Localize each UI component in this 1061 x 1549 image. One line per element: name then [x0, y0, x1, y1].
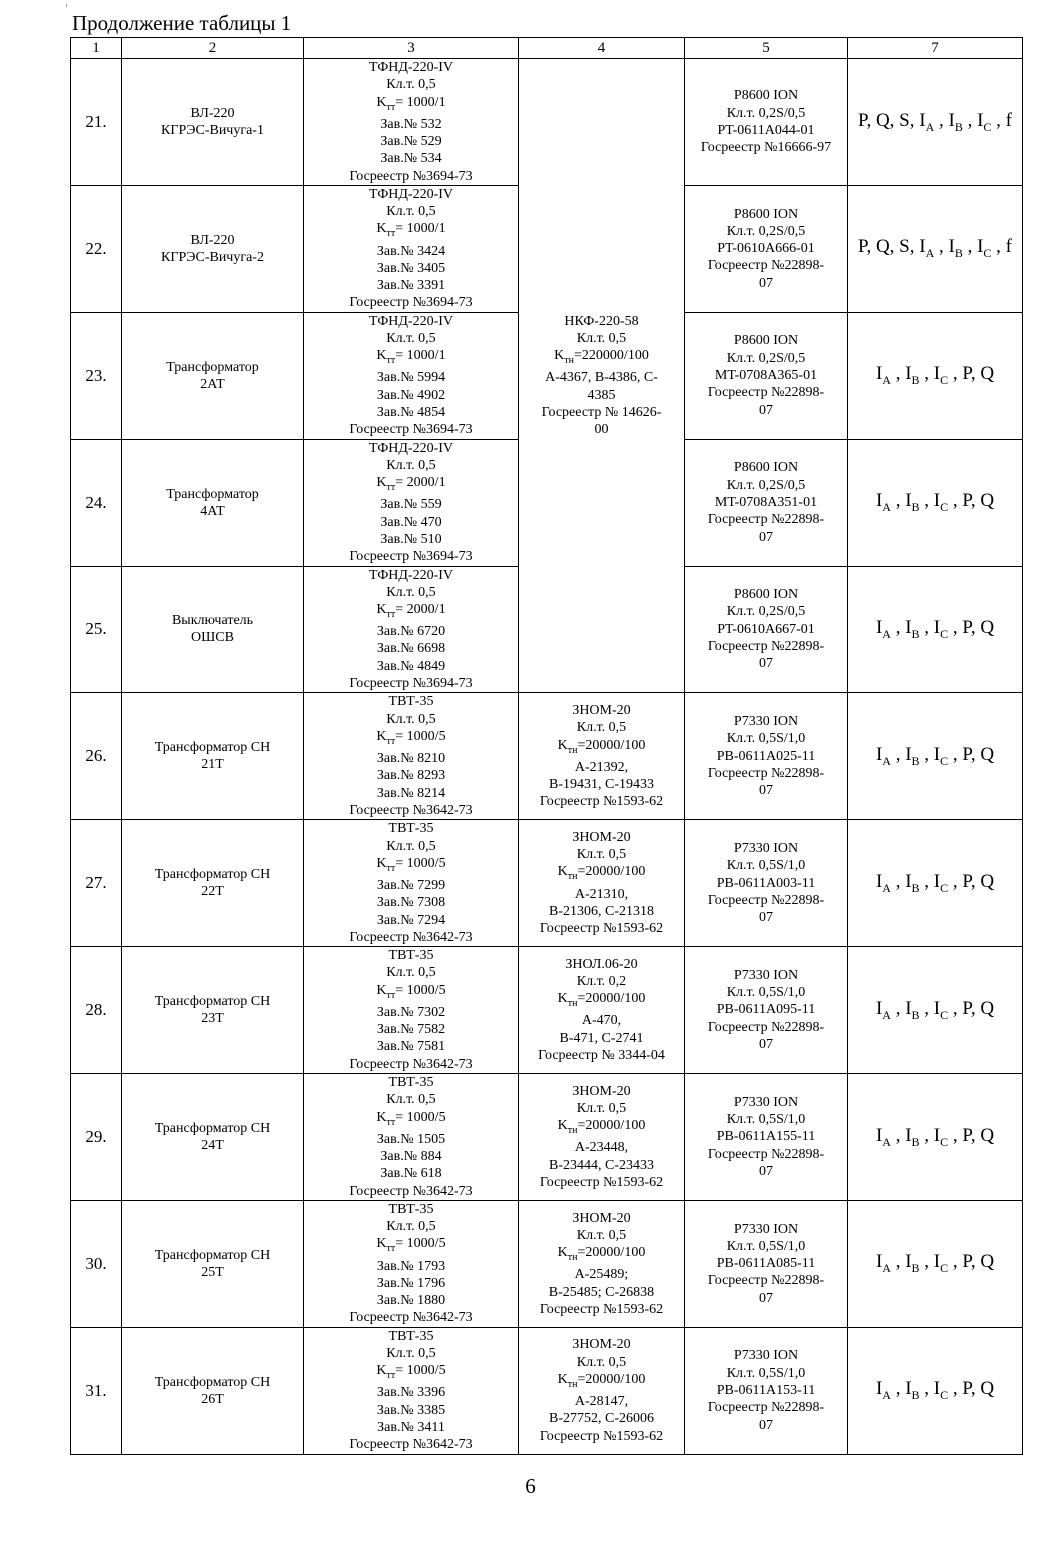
cell-line: Р7330 ION: [733, 1221, 799, 1237]
cell-line: Госреестр №1593-62: [539, 1301, 664, 1317]
header-cell: 3: [304, 38, 519, 59]
cell-line: Р8600 ION: [733, 206, 799, 222]
meter-cell: [685, 59, 848, 186]
measured-values-text: $I_A$ , $I_B$ , $I_C$ , P, Q: [875, 1124, 995, 1149]
row-number-cell: 29.: [71, 1074, 122, 1201]
measured-values-text: $I_A$ , $I_B$ , $I_C$ , P, Q: [875, 490, 995, 514]
header-cell: 7: [848, 38, 1023, 59]
cell-line: Р7330 ION: [733, 967, 799, 983]
cell-line: PT-0610A666-01: [717, 241, 815, 257]
cell-line: 21Т: [201, 757, 224, 773]
cell-line: Госреестр №22898-: [707, 1273, 825, 1289]
cell-line: Кл.т. 0,5: [386, 77, 436, 93]
object-name-cell: [122, 1074, 304, 1201]
object-name-cell: [122, 947, 304, 1074]
table-row: [71, 693, 1023, 820]
header-cell: 4: [519, 38, 685, 59]
cell-line: 07: [759, 275, 773, 291]
cell-line: 07: [759, 529, 773, 545]
measured-values-cell: [848, 1327, 1023, 1454]
row-number-cell: 24.: [71, 439, 122, 566]
cell-line: Трансформатор: [166, 359, 259, 375]
cell-line: Трансформатор СН: [154, 867, 271, 883]
cell-line: ТФНД-220-IV: [368, 186, 454, 202]
meter-cell: [685, 312, 848, 439]
cell-line: Кл.т. 0,2: [576, 974, 627, 990]
measured-values-cell: [848, 566, 1023, 693]
table-header-row: [71, 38, 1023, 59]
meter-cell: [685, 185, 848, 312]
cell-line: Кл.т. 0,5: [576, 720, 627, 736]
row-number-cell: 31.: [71, 1327, 122, 1454]
cell-line: Госреестр №3694-73: [349, 422, 473, 438]
cell-line: Выключатель: [171, 613, 254, 629]
cell-line: $K_{тт}= 1000/1$: [376, 221, 446, 240]
cell-line: $K_{тт}= 1000/1$: [376, 94, 446, 113]
measured-values-cell: [848, 312, 1023, 439]
cell-line: Кл.т. 0,5: [386, 1092, 436, 1108]
cell-line: PB-0611A025-11: [716, 748, 816, 764]
cell-line: Госреестр №22898-: [707, 639, 825, 655]
meter-cell: [685, 439, 848, 566]
cell-line: Кл.т. 0,5: [386, 1219, 436, 1235]
cell-line: 22Т: [201, 884, 224, 900]
current-transformer-cell: [304, 1074, 519, 1201]
cell-line: Зав.№ 7308: [376, 895, 446, 911]
cell-line: Зав.№ 8214: [376, 785, 446, 801]
cell-line: PT-0611A044-01: [717, 122, 815, 138]
meter-cell: [685, 820, 848, 947]
cell-line: Кл.т. 0,5S/1,0: [726, 985, 806, 1001]
cell-line: Р7330 ION: [733, 1348, 799, 1364]
cell-line: Госреестр №3694-73: [349, 295, 473, 311]
row-number-cell: 26.: [71, 693, 122, 820]
cell-line: ТВТ-35: [388, 694, 434, 710]
cell-line: MT-0708A365-01: [714, 368, 818, 384]
cell-line: Зав.№ 534: [380, 151, 442, 167]
cell-line: B-471, C-2741: [559, 1030, 644, 1046]
cell-line: PB-0611A153-11: [716, 1383, 816, 1399]
cell-line: ТВТ-35: [388, 821, 434, 837]
cell-line: Зав.№ 3411: [377, 1420, 445, 1436]
cell-line: Зав.№ 1880: [376, 1293, 446, 1309]
measured-values-text: $I_A$ , $I_B$ , $I_C$ , P, Q: [875, 617, 995, 641]
object-name-cell: [122, 439, 304, 566]
measured-values-cell: [848, 439, 1023, 566]
cell-line: B-21306, C-21318: [549, 903, 654, 919]
cell-line: $K_{тн}=20000/100$: [557, 737, 646, 756]
cell-line: ТФНД-220-IV: [368, 567, 454, 583]
header-cell: 5: [685, 38, 848, 59]
cell-line: A-470,: [581, 1013, 622, 1029]
cell-line: PB-0611A155-11: [716, 1129, 816, 1145]
cell-line: Зав.№ 8293: [376, 768, 446, 784]
cell-line: Кл.т. 0,5: [386, 965, 436, 981]
cell-line: Зав.№ 510: [380, 531, 442, 547]
cell-line: ЗНОМ-20: [572, 703, 631, 719]
header-cell: 2: [122, 38, 304, 59]
cell-line: Трансформатор СН: [154, 1120, 271, 1136]
cell-line: Зав.№ 470: [380, 514, 442, 530]
meter-cell: [685, 693, 848, 820]
cell-line: 07: [759, 1417, 773, 1433]
cell-line: ТФНД-220-IV: [368, 440, 454, 456]
cell-line: Кл.т. 0,5S/1,0: [726, 731, 806, 747]
cell-line: Госреестр №3694-73: [349, 549, 473, 565]
measured-values-cell: [848, 820, 1023, 947]
cell-line: Госреестр №3694-73: [349, 168, 473, 184]
cell-line: A-21310,: [574, 886, 629, 902]
cell-line: ТФНД-220-IV: [368, 313, 454, 329]
row-number-cell: 25.: [71, 566, 122, 693]
measured-values-cell: [848, 59, 1023, 186]
cell-line: $K_{тт}= 1000/5$: [376, 1109, 446, 1128]
cell-line: Госреестр №22898-: [707, 1400, 825, 1416]
cell-line: Зав.№ 7299: [376, 877, 446, 893]
row-number-cell: 30.: [71, 1200, 122, 1327]
cell-line: Госреестр №3642-73: [349, 1437, 473, 1453]
measured-values-cell: [848, 185, 1023, 312]
cell-line: Р8600 ION: [733, 587, 799, 603]
cell-line: Зав.№ 6720: [376, 624, 446, 640]
cell-line: КГРЭС-Вичуга-2: [161, 249, 264, 265]
cell-line: Госреестр № 3344-04: [538, 1048, 665, 1064]
cell-line: Кл.т. 0,2S/0,5: [726, 105, 806, 121]
cell-line: Кл.т. 0,5: [386, 457, 436, 473]
voltage-transformer-cell: [519, 820, 685, 947]
cell-line: Трансформатор: [166, 486, 259, 502]
current-transformer-cell: [304, 693, 519, 820]
cell-line: 07: [759, 656, 773, 672]
cell-line: Р8600 ION: [733, 333, 799, 349]
cell-line: Кл.т. 0,5: [386, 584, 436, 600]
cell-line: $K_{тт}= 1000/5$: [376, 1363, 446, 1382]
cell-line: Зав.№ 532: [380, 116, 442, 132]
measured-values-cell: [848, 693, 1023, 820]
cell-line: Зав.№ 4902: [376, 387, 446, 403]
cell-line: B-27752, C-26006: [549, 1411, 654, 1427]
meter-cell: [685, 947, 848, 1074]
cell-line: 26Т: [201, 1391, 224, 1407]
cell-line: Кл.т. 0,5S/1,0: [726, 1365, 806, 1381]
cell-line: Госреестр №1593-62: [539, 921, 664, 937]
row-number-cell: 27.: [71, 820, 122, 947]
cell-line: Зав.№ 3405: [376, 260, 446, 276]
cell-line: Кл.т. 0,5: [386, 1346, 436, 1362]
cell-line: 2АТ: [200, 376, 225, 392]
measured-values-text: $I_A$ , $I_B$ , $I_C$ , P, Q: [875, 743, 995, 768]
voltage-transformer-cell: [519, 1074, 685, 1201]
cell-line: 4385: [587, 387, 616, 403]
current-transformer-cell: [304, 1200, 519, 1327]
cell-line: A-25489;: [574, 1267, 629, 1283]
cell-line: Кл.т. 0,5S/1,0: [726, 1111, 806, 1127]
cell-line: ТВТ-35: [388, 948, 434, 964]
cell-line: $K_{тн}=20000/100$: [557, 1118, 646, 1137]
cell-line: Госреестр №22898-: [707, 258, 825, 274]
cell-line: Госреестр №22898-: [707, 892, 825, 908]
cell-line: Зав.№ 3424: [376, 243, 446, 259]
cell-line: 07: [759, 402, 773, 418]
object-name-cell: [122, 820, 304, 947]
cell-line: 4АТ: [200, 503, 225, 519]
header-cell: 1: [71, 38, 122, 59]
cell-line: Госреестр № 14626-: [541, 405, 662, 421]
cell-line: A-28147,: [574, 1394, 629, 1410]
object-name-cell: [122, 312, 304, 439]
cell-line: $K_{тт}= 1000/5$: [376, 728, 446, 747]
measured-values-text: $I_A$ , $I_B$ , $I_C$ , P, Q: [875, 997, 995, 1022]
cell-line: Кл.т. 0,5S/1,0: [726, 1238, 806, 1254]
object-name-cell: [122, 59, 304, 186]
current-transformer-cell: [304, 820, 519, 947]
cell-line: PT-0610A667-01: [717, 621, 815, 637]
object-name-cell: [122, 1327, 304, 1454]
cell-line: Кл.т. 0,2S/0,5: [726, 604, 806, 620]
cell-line: ЗНОМ-20: [572, 829, 631, 845]
measured-values-text: P, Q, S, $I_A$ , $I_B$ , $I_C$ , f: [857, 109, 1012, 134]
cell-line: Госреестр №3642-73: [349, 1183, 473, 1199]
cell-line: $K_{тт}= 2000/1$: [376, 602, 446, 620]
current-transformer-cell: [304, 1327, 519, 1454]
voltage-transformer-cell: [519, 1327, 685, 1454]
object-name-cell: [122, 693, 304, 820]
cell-line: Госреестр №3642-73: [349, 802, 473, 818]
cell-line: 07: [759, 910, 773, 926]
cell-line: Зав.№ 6698: [376, 641, 446, 657]
row-number-cell: 22.: [71, 185, 122, 312]
cell-line: Зав.№ 5994: [376, 370, 446, 386]
cell-line: Зав.№ 7581: [376, 1039, 446, 1055]
cell-line: Р7330 ION: [733, 714, 799, 730]
cell-line: Зав.№ 7294: [376, 912, 446, 928]
cell-line: PB-0611A095-11: [716, 1002, 816, 1018]
cell-line: Госреестр №3642-73: [349, 1310, 473, 1326]
measured-values-text: P, Q, S, $I_A$ , $I_B$ , $I_C$ , f: [857, 236, 1012, 261]
table-row: [71, 947, 1023, 1074]
cell-line: Зав.№ 7582: [376, 1022, 446, 1038]
table-row: [71, 1200, 1023, 1327]
cell-line: Госреестр №1593-62: [539, 1174, 664, 1190]
cell-line: Госреестр №22898-: [707, 1019, 825, 1035]
cell-line: Госреестр №22898-: [707, 385, 825, 401]
cell-line: A-23448,: [574, 1140, 629, 1156]
cell-line: B-23444, C-23433: [549, 1157, 654, 1173]
cell-line: ТВТ-35: [388, 1075, 434, 1090]
cell-line: НКФ-220-58: [564, 313, 639, 329]
object-name-cell: [122, 1200, 304, 1327]
cell-line: Зав.№ 7302: [376, 1004, 446, 1020]
cell-line: Госреестр №3642-73: [349, 1056, 473, 1072]
cell-line: Госреестр №22898-: [707, 765, 825, 781]
measured-values-text: $I_A$ , $I_B$ , $I_C$ , P, Q: [875, 1251, 995, 1276]
cell-line: 24Т: [201, 1137, 224, 1153]
cell-line: Зав.№ 3396: [376, 1385, 446, 1401]
row-number-cell: 28.: [71, 947, 122, 1074]
current-transformer-cell: [304, 59, 519, 186]
cell-line: Госреестр №1593-62: [539, 794, 664, 810]
meter-cell: [685, 1074, 848, 1201]
cell-line: Госреестр №16666-97: [700, 140, 832, 156]
cell-line: Р8600 ION: [733, 88, 799, 104]
cell-line: ТВТ-35: [388, 1201, 434, 1217]
cell-line: Госреестр №22898-: [707, 1146, 825, 1162]
measured-values-text: $I_A$ , $I_B$ , $I_C$ , P, Q: [875, 870, 995, 895]
cell-line: Зав.№ 559: [380, 497, 442, 513]
cell-line: Зав.№ 4854: [376, 405, 446, 421]
cell-line: B-19431, C-19433: [549, 777, 654, 792]
cell-line: $K_{тт}= 1000/1$: [376, 348, 446, 367]
cell-line: Р7330 ION: [733, 1094, 799, 1110]
cell-line: ЗНОЛ.06-20: [565, 956, 638, 972]
cell-line: PB-0611A003-11: [716, 875, 816, 891]
cell-line: Кл.т. 0,5: [576, 1354, 627, 1370]
cell-line: Зав.№ 4849: [376, 658, 446, 674]
cell-line: Зав.№ 3385: [376, 1402, 446, 1418]
cell-line: A-4367, B-4386, C-: [545, 370, 658, 386]
meter-cell: [685, 566, 848, 693]
cell-line: ЗНОМ-20: [572, 1083, 631, 1099]
cell-line: Кл.т. 0,5: [386, 331, 436, 347]
cell-line: КГРЭС-Вичуга-1: [161, 122, 264, 138]
cell-line: 07: [759, 1037, 773, 1052]
cell-line: 00: [594, 422, 609, 438]
cell-line: Госреестр №1593-62: [539, 1428, 664, 1444]
cell-line: ВЛ-220: [190, 105, 235, 121]
object-name-cell: [122, 185, 304, 312]
cell-line: 07: [759, 783, 773, 799]
cell-line: PB-0611A085-11: [716, 1256, 816, 1272]
cell-line: Кл.т. 0,5: [386, 838, 436, 854]
cell-line: Кл.т. 0,5: [576, 331, 627, 347]
current-transformer-cell: [304, 185, 519, 312]
cell-line: Госреестр №22898-: [707, 512, 825, 528]
cell-line: A-21392,: [574, 759, 629, 775]
cell-line: Кл.т. 0,5: [576, 1100, 627, 1116]
cell-line: Кл.т. 0,2S/0,5: [726, 350, 806, 366]
cell-line: Госреестр №3694-73: [349, 676, 473, 692]
table-row: [71, 1327, 1023, 1454]
cell-line: ОШСВ: [191, 630, 234, 646]
cell-line: B-25485; C-26838: [548, 1284, 655, 1300]
cell-line: Зав.№ 1793: [376, 1258, 446, 1274]
cell-line: Р7330 ION: [733, 840, 799, 856]
cell-line: Зав.№ 8210: [376, 751, 446, 767]
table-row: [71, 1074, 1023, 1201]
cell-line: ВЛ-220: [190, 232, 235, 248]
current-transformer-cell: [304, 312, 519, 439]
measured-values-cell: [848, 1074, 1023, 1201]
voltage-transformer-cell: [519, 59, 685, 693]
table-row: [71, 820, 1023, 947]
cell-line: Кл.т. 0,5: [386, 711, 436, 727]
cell-line: Кл.т. 0,2S/0,5: [726, 477, 806, 493]
cell-line: Зав.№ 1796: [376, 1275, 446, 1291]
cell-line: Кл.т. 0,5S/1,0: [726, 858, 806, 874]
meter-cell: [685, 1200, 848, 1327]
cell-line: Кл.т. 0,2S/0,5: [726, 223, 806, 239]
cell-line: Р8600 ION: [733, 460, 799, 476]
cell-line: Зав.№ 884: [380, 1148, 442, 1164]
row-number-cell: 21.: [71, 59, 122, 186]
measured-values-text: $I_A$ , $I_B$ , $I_C$ , P, Q: [875, 363, 995, 388]
cell-line: $K_{тт}= 1000/5$: [376, 982, 446, 1001]
cell-line: $K_{тн}=20000/100$: [557, 991, 646, 1010]
cell-line: 25Т: [201, 1264, 224, 1280]
current-transformer-cell: [304, 439, 519, 566]
cell-line: $K_{тт}= 1000/5$: [376, 1236, 446, 1255]
cell-line: Кл.т. 0,5: [576, 847, 627, 863]
table-row: [71, 59, 1023, 186]
table-caption: Продолжение таблицы 1: [72, 11, 292, 35]
meter-cell: [685, 1327, 848, 1454]
row-number-cell: 23.: [71, 312, 122, 439]
cell-line: 07: [759, 1163, 773, 1179]
cell-line: ТФНД-220-IV: [368, 60, 454, 75]
cell-line: ЗНОМ-20: [572, 1337, 631, 1353]
page-number: 6: [525, 1474, 536, 1498]
cell-line: Кл.т. 0,5: [386, 204, 436, 220]
cell-line: $K_{тн}=20000/100$: [557, 864, 646, 883]
cell-line: $K_{тт}= 1000/5$: [376, 855, 446, 874]
cell-line: Госреестр №3642-73: [349, 929, 473, 945]
cell-line: Кл.т. 0,5: [576, 1227, 627, 1243]
measured-values-cell: [848, 947, 1023, 1074]
measured-values-text: $I_A$ , $I_B$ , $I_C$ , P, Q: [875, 1378, 995, 1403]
voltage-transformer-cell: [519, 1200, 685, 1327]
cell-line: $K_{тн}=220000/100$: [554, 348, 649, 367]
cell-line: $K_{тн}=20000/100$: [557, 1371, 646, 1390]
current-transformer-cell: [304, 566, 519, 693]
voltage-transformer-cell: [519, 693, 685, 820]
voltage-transformer-cell: [519, 947, 685, 1074]
cell-line: Зав.№ 3391: [376, 278, 446, 294]
cell-line: Зав.№ 1505: [376, 1131, 446, 1147]
scan-mark: [66, 4, 67, 7]
cell-line: Зав.№ 529: [380, 133, 442, 149]
cell-line: ЗНОМ-20: [572, 1210, 631, 1226]
object-name-cell: [122, 566, 304, 693]
cell-line: Зав.№ 618: [380, 1166, 442, 1182]
cell-line: MT-0708A351-01: [714, 494, 818, 510]
cell-line: Трансформатор СН: [154, 1247, 271, 1263]
cell-line: Трансформатор СН: [154, 994, 271, 1010]
cell-line: $K_{тн}=20000/100$: [557, 1245, 646, 1263]
cell-line: ТВТ-35: [388, 1328, 434, 1344]
current-transformer-cell: [304, 947, 519, 1074]
cell-line: $K_{тт}= 2000/1$: [376, 475, 446, 494]
cell-line: Трансформатор СН: [154, 1374, 271, 1390]
measured-values-cell: [848, 1200, 1023, 1327]
measurement-channels-table: [70, 37, 1023, 1455]
cell-line: 23Т: [201, 1011, 224, 1027]
cell-line: Трансформатор СН: [154, 740, 271, 756]
cell-line: 07: [759, 1290, 773, 1306]
